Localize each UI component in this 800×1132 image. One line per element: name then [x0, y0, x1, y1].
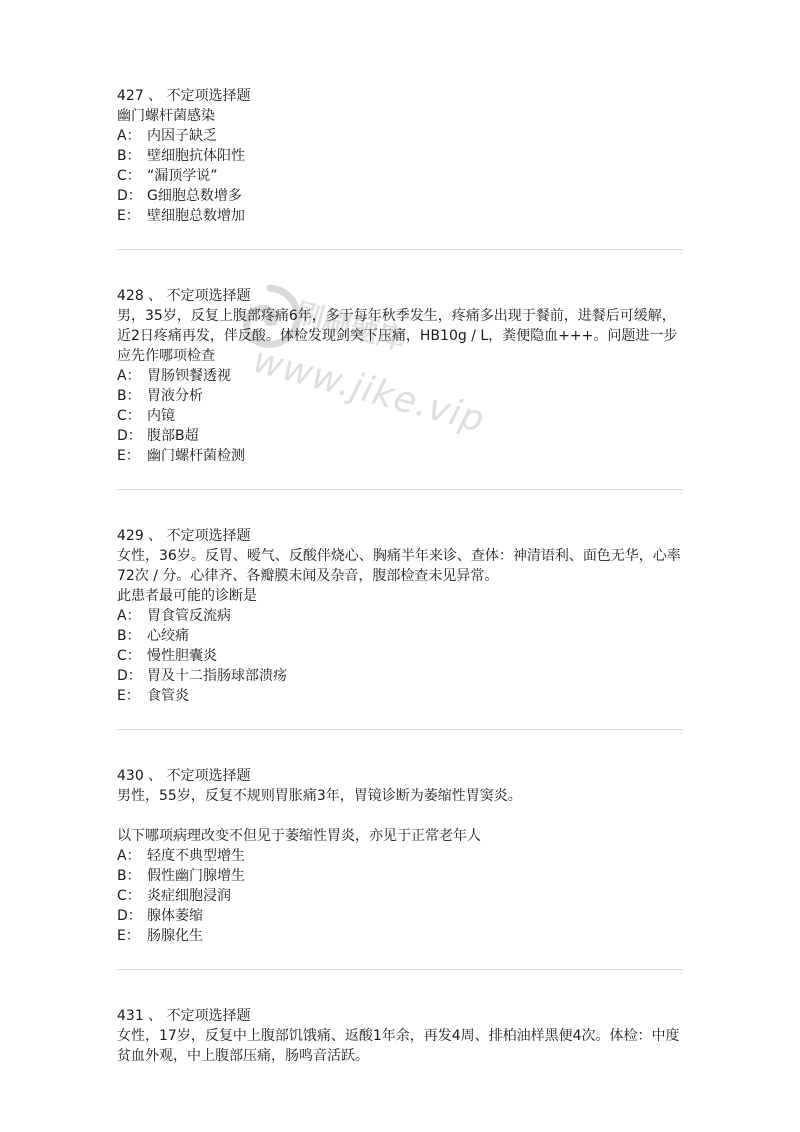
- question-stem: 男，35岁，反复上腹部疼痛6年，多于每年秋季发生，疼痛多出现于餐前，进餐后可缓解，近2日疼痛再发，伴反酸。体检发现剑突下压痛，HB10g / L，粪便隐血+++。问题进一步应先作哪项检查: [117, 308, 678, 364]
- option-key: B：: [117, 148, 141, 164]
- question-header: 430 、 不定项选择题: [117, 768, 251, 784]
- watermark-url-text: www.jike.vip: [248, 339, 490, 442]
- option-c[interactable]: [117, 406, 687, 426]
- option-text: 炎症细胞浸润: [147, 888, 231, 904]
- question-divider: [117, 249, 684, 250]
- option-key: D：: [117, 188, 142, 204]
- question-divider: [117, 489, 684, 490]
- option-text: 腹部B超: [147, 428, 199, 444]
- option-e[interactable]: [117, 926, 687, 946]
- question-431: [117, 1006, 687, 1066]
- option-text: 胃液分析: [147, 388, 203, 404]
- option-text: 腺体萎缩: [147, 908, 203, 924]
- option-text: G细胞总数增多: [147, 188, 242, 204]
- option-text: “漏顶学说”: [147, 168, 218, 184]
- option-key: D：: [117, 668, 142, 684]
- option-key: D：: [117, 908, 142, 924]
- option-c[interactable]: [117, 646, 687, 666]
- option-b[interactable]: [117, 386, 687, 406]
- question-prompt: 以下哪项病理改变不但见于萎缩性胃炎，亦见于正常老年人: [117, 828, 481, 844]
- option-a[interactable]: [117, 126, 687, 146]
- question-stem: 女性，36岁。反胃、嗳气、反酸伴烧心、胸痛半年来诊、查体：神清语利、面色无华，心率72次 / 分。心律齐、各瓣膜未闻及杂音，腹部检查未见异常。: [117, 548, 681, 584]
- option-key: B：: [117, 628, 141, 644]
- option-text: 轻度不典型增生: [147, 848, 245, 864]
- option-c[interactable]: [117, 886, 687, 906]
- option-text: 心绞痛: [147, 628, 189, 644]
- question-divider: [117, 969, 684, 970]
- question-header: 431 、 不定项选择题: [117, 1008, 251, 1024]
- option-b[interactable]: [117, 866, 687, 886]
- option-d[interactable]: [117, 186, 687, 206]
- option-key: B：: [117, 388, 141, 404]
- option-key: E：: [117, 208, 140, 224]
- question-stem: 男性，55岁，反复不规则胃胀痛3年，胃镜诊断为萎缩性胃窦炎。: [117, 788, 522, 804]
- question-427: [117, 86, 687, 226]
- option-d[interactable]: [117, 666, 687, 686]
- question-divider: [117, 729, 684, 730]
- option-key: A：: [117, 128, 141, 144]
- question-stem: 女性，17岁，反复中上腹部饥饿痛、返酸1年余，再发4周、排柏油样黑便4次。体检：中度贫血外观，中上腹部压痛，肠鸣音活跃。: [117, 1028, 680, 1064]
- question-header: 428 、 不定项选择题: [117, 288, 251, 304]
- option-key: A：: [117, 608, 141, 624]
- question-header: 427 、 不定项选择题: [117, 88, 251, 104]
- option-b[interactable]: [117, 626, 687, 646]
- question-429: [117, 526, 687, 706]
- option-a[interactable]: [117, 366, 687, 386]
- option-text: 内因子缺乏: [147, 128, 217, 144]
- option-c[interactable]: [117, 166, 687, 186]
- option-text: 胃及十二指肠球部溃疡: [147, 668, 287, 684]
- question-430: [117, 766, 687, 946]
- option-key: B：: [117, 868, 141, 884]
- option-b[interactable]: [117, 146, 687, 166]
- option-e[interactable]: [117, 686, 687, 706]
- watermark-cn-text: 刷刷题库: [292, 296, 409, 357]
- option-text: 内镜: [147, 408, 175, 424]
- question-prompt: 此患者最可能的诊断是: [117, 588, 257, 604]
- option-text: 食管炎: [147, 688, 189, 704]
- option-a[interactable]: [117, 846, 687, 866]
- option-text: 假性幽门腺增生: [147, 868, 245, 884]
- option-text: 慢性胆囊炎: [147, 648, 217, 664]
- option-e[interactable]: [117, 206, 687, 226]
- option-key: A：: [117, 368, 141, 384]
- option-key: E：: [117, 448, 140, 464]
- option-text: 幽门螺杆菌检测: [147, 448, 245, 464]
- option-key: D：: [117, 428, 142, 444]
- option-a[interactable]: [117, 606, 687, 626]
- option-text: 肠腺化生: [147, 928, 203, 944]
- question-header: 429 、 不定项选择题: [117, 528, 251, 544]
- option-key: A：: [117, 848, 141, 864]
- option-text: 壁细胞抗体阳性: [147, 148, 245, 164]
- blank-line: [117, 806, 687, 826]
- option-text: 壁细胞总数增加: [147, 208, 245, 224]
- option-key: E：: [117, 688, 140, 704]
- option-text: 胃食管反流病: [147, 608, 231, 624]
- option-key: E：: [117, 928, 140, 944]
- option-key: C：: [117, 408, 141, 424]
- option-d[interactable]: [117, 426, 687, 446]
- option-text: 胃肠钡餐透视: [147, 368, 231, 384]
- option-key: C：: [117, 648, 141, 664]
- option-key: C：: [117, 168, 141, 184]
- question-428: [117, 286, 687, 466]
- option-key: C：: [117, 888, 141, 904]
- question-stem: 幽门螺杆菌感染: [117, 108, 215, 124]
- option-d[interactable]: [117, 906, 687, 926]
- option-e[interactable]: [117, 446, 687, 466]
